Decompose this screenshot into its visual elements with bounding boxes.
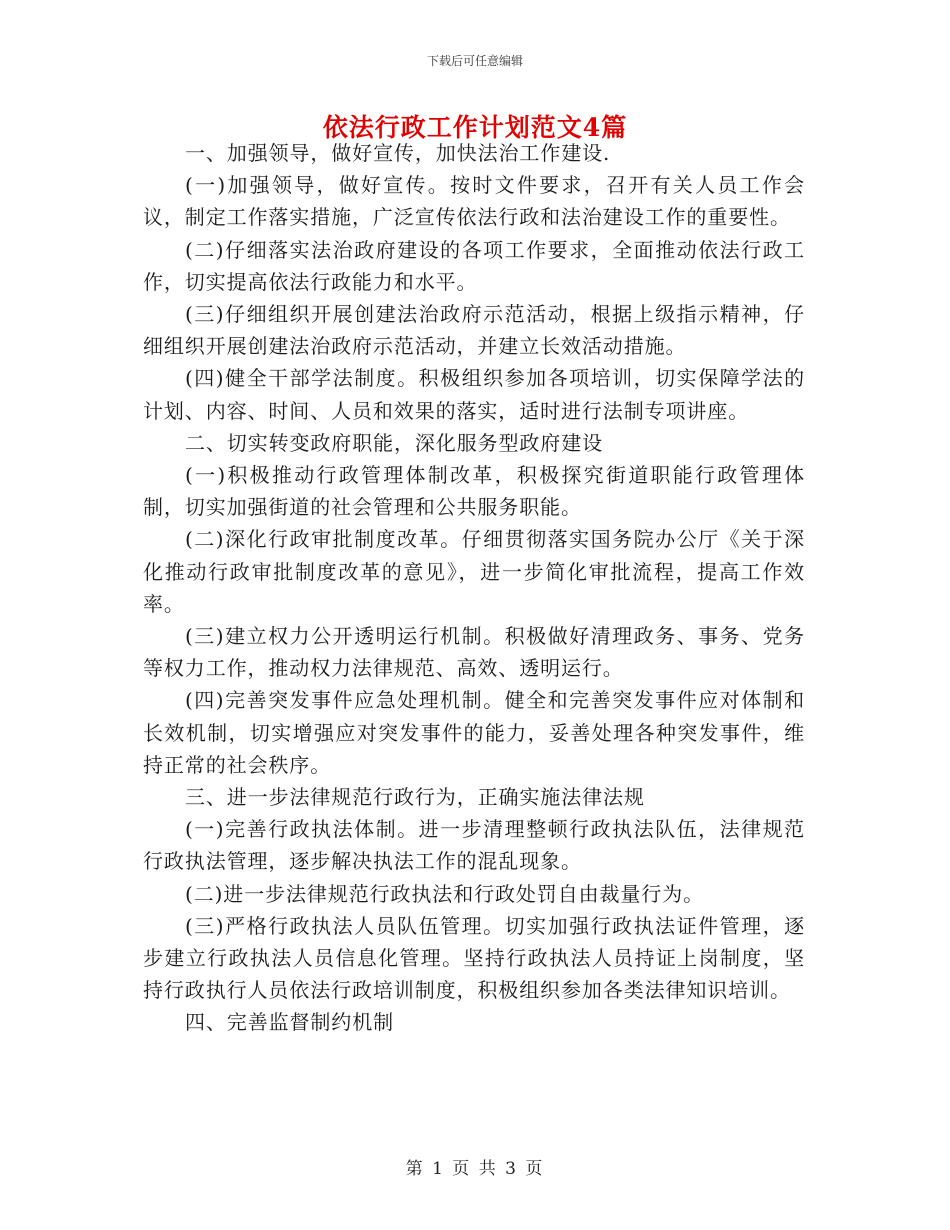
document-title: 依法行政工作计划范文4篇 <box>322 113 628 142</box>
paragraph: (三)严格行政执法人员队伍管理。切实加强行政执法证件管理，逐步建立行政执法人员信息化管理。坚持行政执法人员持证上岗制度，坚持行政执行人员依法行政培训制度，积极组织参加各类法律知识培训。 <box>143 913 805 1003</box>
paragraph: (一)积极推动行政管理体制改革，积极探究街道职能行政管理体制，切实加强街道的社会管理和公共服务职能。 <box>143 463 805 520</box>
paragraph: (三)仔细组织开展创建法治政府示范活动，根据上级指示精神，仔细组织开展创建法治政府示范活动，并建立长效活动措施。 <box>143 302 805 359</box>
paragraph: (四)完善突发事件应急处理机制。健全和完善突发事件应对体制和长效机制，切实增强应对突发事件的能力，妥善处理各种突发事件，维持正常的社会秩序。 <box>143 688 805 777</box>
paragraph: (一)加强领导，做好宣传。按时文件要求，召开有关人员工作会议，制定工作落实措施，广泛宣传依法行政和法治建设工作的重要性。 <box>143 173 805 230</box>
paragraph: (一)完善行政执法体制。进一步清理整顿行政执法队伍，法律规范行政执法管理，逐步解决执法工作的混乱现象。 <box>143 817 805 874</box>
paragraph: (三)建立权力公开透明运行机制。积极做好清理政务、事务、党务等权力工作，推动权力法律规范、高效、透明运行。 <box>143 624 805 681</box>
document-body <box>143 137 805 1039</box>
paragraph: (二)仔细落实法治政府建设的各项工作要求，全面推动依法行政工作，切实提高依法行政能力和水平。 <box>143 237 805 294</box>
paragraph: (二)深化行政审批制度改革。仔细贯彻落实国务院办公厅《关于深化推动行政审批制度改革的意见》，进一步简化审批流程，提高工作效率。 <box>143 527 805 616</box>
section-heading-4: 四、完善监督制约机制 <box>185 1010 394 1035</box>
page-number-footer: 第 1 页 共 3 页 <box>405 1159 545 1179</box>
header-note: 下载后可任意编辑 <box>426 54 523 68</box>
section-heading-1: 一、加强领导，做好宣传，加快法治工作建设. <box>185 141 611 165</box>
section-heading-2: 二、切实转变政府职能，深化服务型政府建设 <box>185 430 603 455</box>
section-heading-3: 三、进一步法律规范行政行为，正确实施法律法规 <box>185 785 645 810</box>
paragraph: (二)进一步法律规范行政执法和行政处罚自由裁量行为。 <box>185 881 705 906</box>
paragraph: (四)健全干部学法制度。积极组织参加各项培训，切实保障学法的计划、内容、时间、人员和效果的落实，适时进行法制专项讲座。 <box>143 366 805 423</box>
